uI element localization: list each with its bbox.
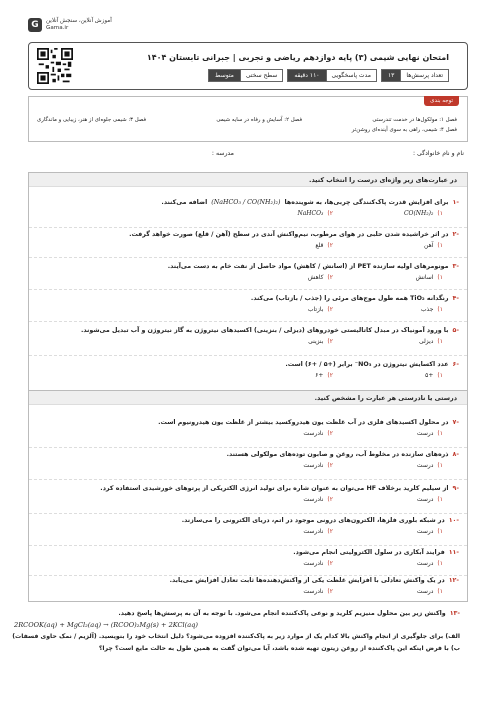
brand-tagline: آموزش آنلاین، سنجش آنلاین xyxy=(46,18,112,24)
question-text: واکنش زیر بین محلول منیزیم کلرید و نوعی پاک‌کننده انجام می‌شود. با توجه به آن به پرسش‌ها پاسخ دهید. xyxy=(118,610,446,617)
chapter-1: فصل ۱: مولکول‌ها در خدمت تندرستی xyxy=(372,117,457,123)
option-false[interactable]: ۲)نادرست xyxy=(303,496,333,503)
exam-info-row xyxy=(204,69,449,82)
question-11 xyxy=(37,549,459,567)
question-text: مونومرهای اولیه سازنده PET از (اسانش / کاهش) مواد حاصل از نفت خام به دست می‌آیند. xyxy=(167,263,449,270)
divider xyxy=(29,545,467,546)
section-choose-word xyxy=(28,172,468,396)
option-false[interactable]: ۲)نادرست xyxy=(303,528,333,535)
option-true[interactable]: ۱)درست xyxy=(416,588,443,595)
exam-title: امتحان نهایی شیمی (۳) پایه دوازدهم ریاضی و تجربی | جبرانی تابستان ۱۴۰۴ xyxy=(146,53,449,62)
option-false[interactable]: ۲)نادرست xyxy=(303,430,333,437)
duration-value: ۱۱۰ دقیقه xyxy=(287,69,325,82)
question-count-value: ۱۳ xyxy=(381,69,400,82)
notes-box xyxy=(28,96,468,142)
chapter-4: فصل ۴: شیمی، راهی به سوی آینده‌ای روشن‌تر xyxy=(351,127,457,133)
chapter-2: فصل ۲: آسایش و رفاه در سایه شیمی xyxy=(216,117,303,123)
notes-chapters-row xyxy=(37,117,457,123)
qr-code-icon xyxy=(37,47,73,85)
difficulty-label: سطح سختی xyxy=(240,69,283,82)
option-1[interactable]: ۱)دیزلی xyxy=(418,338,443,345)
option-2[interactable]: ۲)قلع xyxy=(315,242,333,249)
difficulty-value: متوسط xyxy=(208,69,240,82)
question-number: -۷ xyxy=(452,419,459,426)
divider xyxy=(29,479,467,480)
option-true[interactable]: ۱)درست xyxy=(416,462,443,469)
question-text: با ورود آمونیاک در مبدل کاتالیستی خودروهای (دیزلی / بنزینی) اکسیدهای نیتروژن به گاز نیتروژن و آب تبدیل می‌شوند. xyxy=(81,327,449,334)
option-1[interactable]: ۱)اسانش xyxy=(415,274,443,281)
question-13-block xyxy=(12,608,468,660)
brand[interactable] xyxy=(28,18,112,32)
question-text: فرایند آبکاری در سلول الکترولیتی انجام می‌شود. xyxy=(293,549,445,556)
duration-label: مدت پاسخگویی xyxy=(326,69,377,82)
question-text: رنگدانه TiO₂ همه طول موج‌های مرئی را (جذب / بازتاب) می‌کند. xyxy=(250,295,449,302)
question-number: -۱۲ xyxy=(448,577,459,584)
section-true-false xyxy=(28,390,468,602)
notes-tag: توجه بندی xyxy=(424,96,459,106)
student-name-field[interactable]: نام و نام خانوادگی : xyxy=(412,150,464,157)
option-true[interactable]: ۱)درست xyxy=(416,528,443,535)
option-1[interactable]: ۱)+۵ xyxy=(425,372,443,379)
question-text: عدد اکسایش نیتروژن در NO₃⁻ برابر (+۵ / +۶) است. xyxy=(285,361,449,368)
question-text: ذره‌های سازنده در مخلوط آب، روغن و صابون توده‌های مولکولی هستند. xyxy=(226,451,449,458)
option-2[interactable]: ۲)کاهش xyxy=(307,274,333,281)
brand-text xyxy=(46,18,112,32)
question-text: در محلول اکسیدهای فلزی در آب غلظت یون هیدروکسید بیشتر از غلظت یون هیدرونیوم است. xyxy=(158,419,449,426)
option-false[interactable]: ۲)نادرست xyxy=(303,560,333,567)
question-number: -۱۳ xyxy=(449,610,460,617)
question-number: -۶ xyxy=(452,361,459,368)
question-7 xyxy=(37,419,459,437)
option-false[interactable]: ۲)نادرست xyxy=(303,462,333,469)
divider xyxy=(29,575,467,576)
question-3 xyxy=(37,263,459,281)
option-2[interactable]: ۲)بنزینی xyxy=(308,338,333,345)
question-9 xyxy=(37,485,459,503)
reaction-equation: 2RCOOK(aq) + MgCl₂(aq) → (RCOO)₂Mg(s) + 2KCl(aq) xyxy=(14,621,198,629)
divider xyxy=(29,289,467,290)
option-false[interactable]: ۲)نادرست xyxy=(303,588,333,595)
divider xyxy=(29,355,467,356)
option-true[interactable]: ۱)درست xyxy=(416,560,443,567)
question-tail: اضافه می‌کنند. xyxy=(161,199,208,206)
section-2-heading: درستی یا نادرستی هر عبارت را مشخص کنید. xyxy=(29,391,467,405)
question-number: -۲ xyxy=(452,231,459,238)
option-1[interactable]: ۱)آهن xyxy=(424,242,443,249)
divider xyxy=(29,321,467,322)
question-number: -۱۰ xyxy=(448,517,459,524)
question-1 xyxy=(37,199,459,217)
divider xyxy=(29,513,467,514)
chapter-3: فصل ۳: شیمی جلوه‌ای از هنر، زیبایی و ماندگاری xyxy=(37,117,147,123)
question-13-part-a: الف) برای جلوگیری از انجام واکنش بالا کدام یک از موارد زیر به پاک‌کننده افزوده می‌شود؟ دلیل انتخاب خود را بنویسید. (آلزیم / نمک حاوی فسفات) xyxy=(12,633,460,640)
question-13 xyxy=(36,610,460,617)
question-text: در یک واکنش تعادلی با افزایش غلظت یکی از واکنش‌دهنده‌ها ثابت تعادل افزایش می‌یابد. xyxy=(169,577,445,584)
question-number: -۴ xyxy=(452,295,459,302)
question-text: در اثر خراشیده شدن حلبی در هوای مرطوب، نیم‌واکنش آندی در سطح (آهن / قلع) صورت خواهد گرفت. xyxy=(129,231,449,238)
school-field[interactable]: مدرسه : xyxy=(211,150,234,157)
option-2[interactable]: ۲)بازتاب xyxy=(307,306,333,313)
brand-domain: Gama.ir xyxy=(46,25,69,31)
question-number: -۱۱ xyxy=(448,549,459,556)
option-2[interactable]: ۲)+۶ xyxy=(315,372,333,379)
question-number: -۸ xyxy=(452,451,459,458)
section-1-heading: در عبارت‌های زیر واژه‌ای درست را انتخاب کنید. xyxy=(29,173,467,187)
question-count-label: تعداد پرسش‌ها xyxy=(400,69,449,82)
option-1[interactable]: ۱)CO(NH₂)₂ xyxy=(403,210,443,217)
question-6 xyxy=(37,361,459,379)
top-bar xyxy=(28,14,468,40)
question-text: در شبکه بلوری فلزها، الکترون‌های درونی موجود در اتم، دریای الکترونی را می‌سازند. xyxy=(181,517,445,524)
question-number: -۹ xyxy=(452,485,459,492)
option-true[interactable]: ۱)درست xyxy=(416,430,443,437)
question-text: از سیلیم کلرید برخلاف HF می‌توان به عنوان شاره برای تولید انرژی الکتریکی از پرتوهای خورشیدی استفاده کرد. xyxy=(100,485,449,492)
question-12 xyxy=(37,577,459,595)
option-2[interactable]: ۲)NaHCO₃ xyxy=(297,210,333,217)
option-1[interactable]: ۱)جذب xyxy=(420,306,443,313)
question-13-part-b: ب) با فرض اینکه این پاک‌کننده از روغن زیتون تهیه شده باشد، آیا می‌توان گفت به همین طول به حالت مایع است؟ چرا؟ xyxy=(98,645,460,652)
question-text: برای افزایش قدرت پاک‌کنندگی چربی‌ها، به شوینده‌ها xyxy=(284,199,449,206)
question-5 xyxy=(37,327,459,345)
divider xyxy=(29,447,467,448)
exam-title-box xyxy=(28,42,468,90)
question-10 xyxy=(37,517,459,535)
question-number: -۳ xyxy=(452,263,459,270)
question-formula: (NaHCO₃ / CO(NH₂)₂) xyxy=(211,199,281,206)
gama-logo-icon: G xyxy=(28,18,42,32)
question-number: -۱ xyxy=(452,199,459,206)
divider xyxy=(29,257,467,258)
question-8 xyxy=(37,451,459,469)
question-4 xyxy=(37,295,459,313)
question-2 xyxy=(37,231,459,249)
divider xyxy=(29,227,467,228)
option-true[interactable]: ۱)درست xyxy=(416,496,443,503)
question-number: -۵ xyxy=(452,327,459,334)
